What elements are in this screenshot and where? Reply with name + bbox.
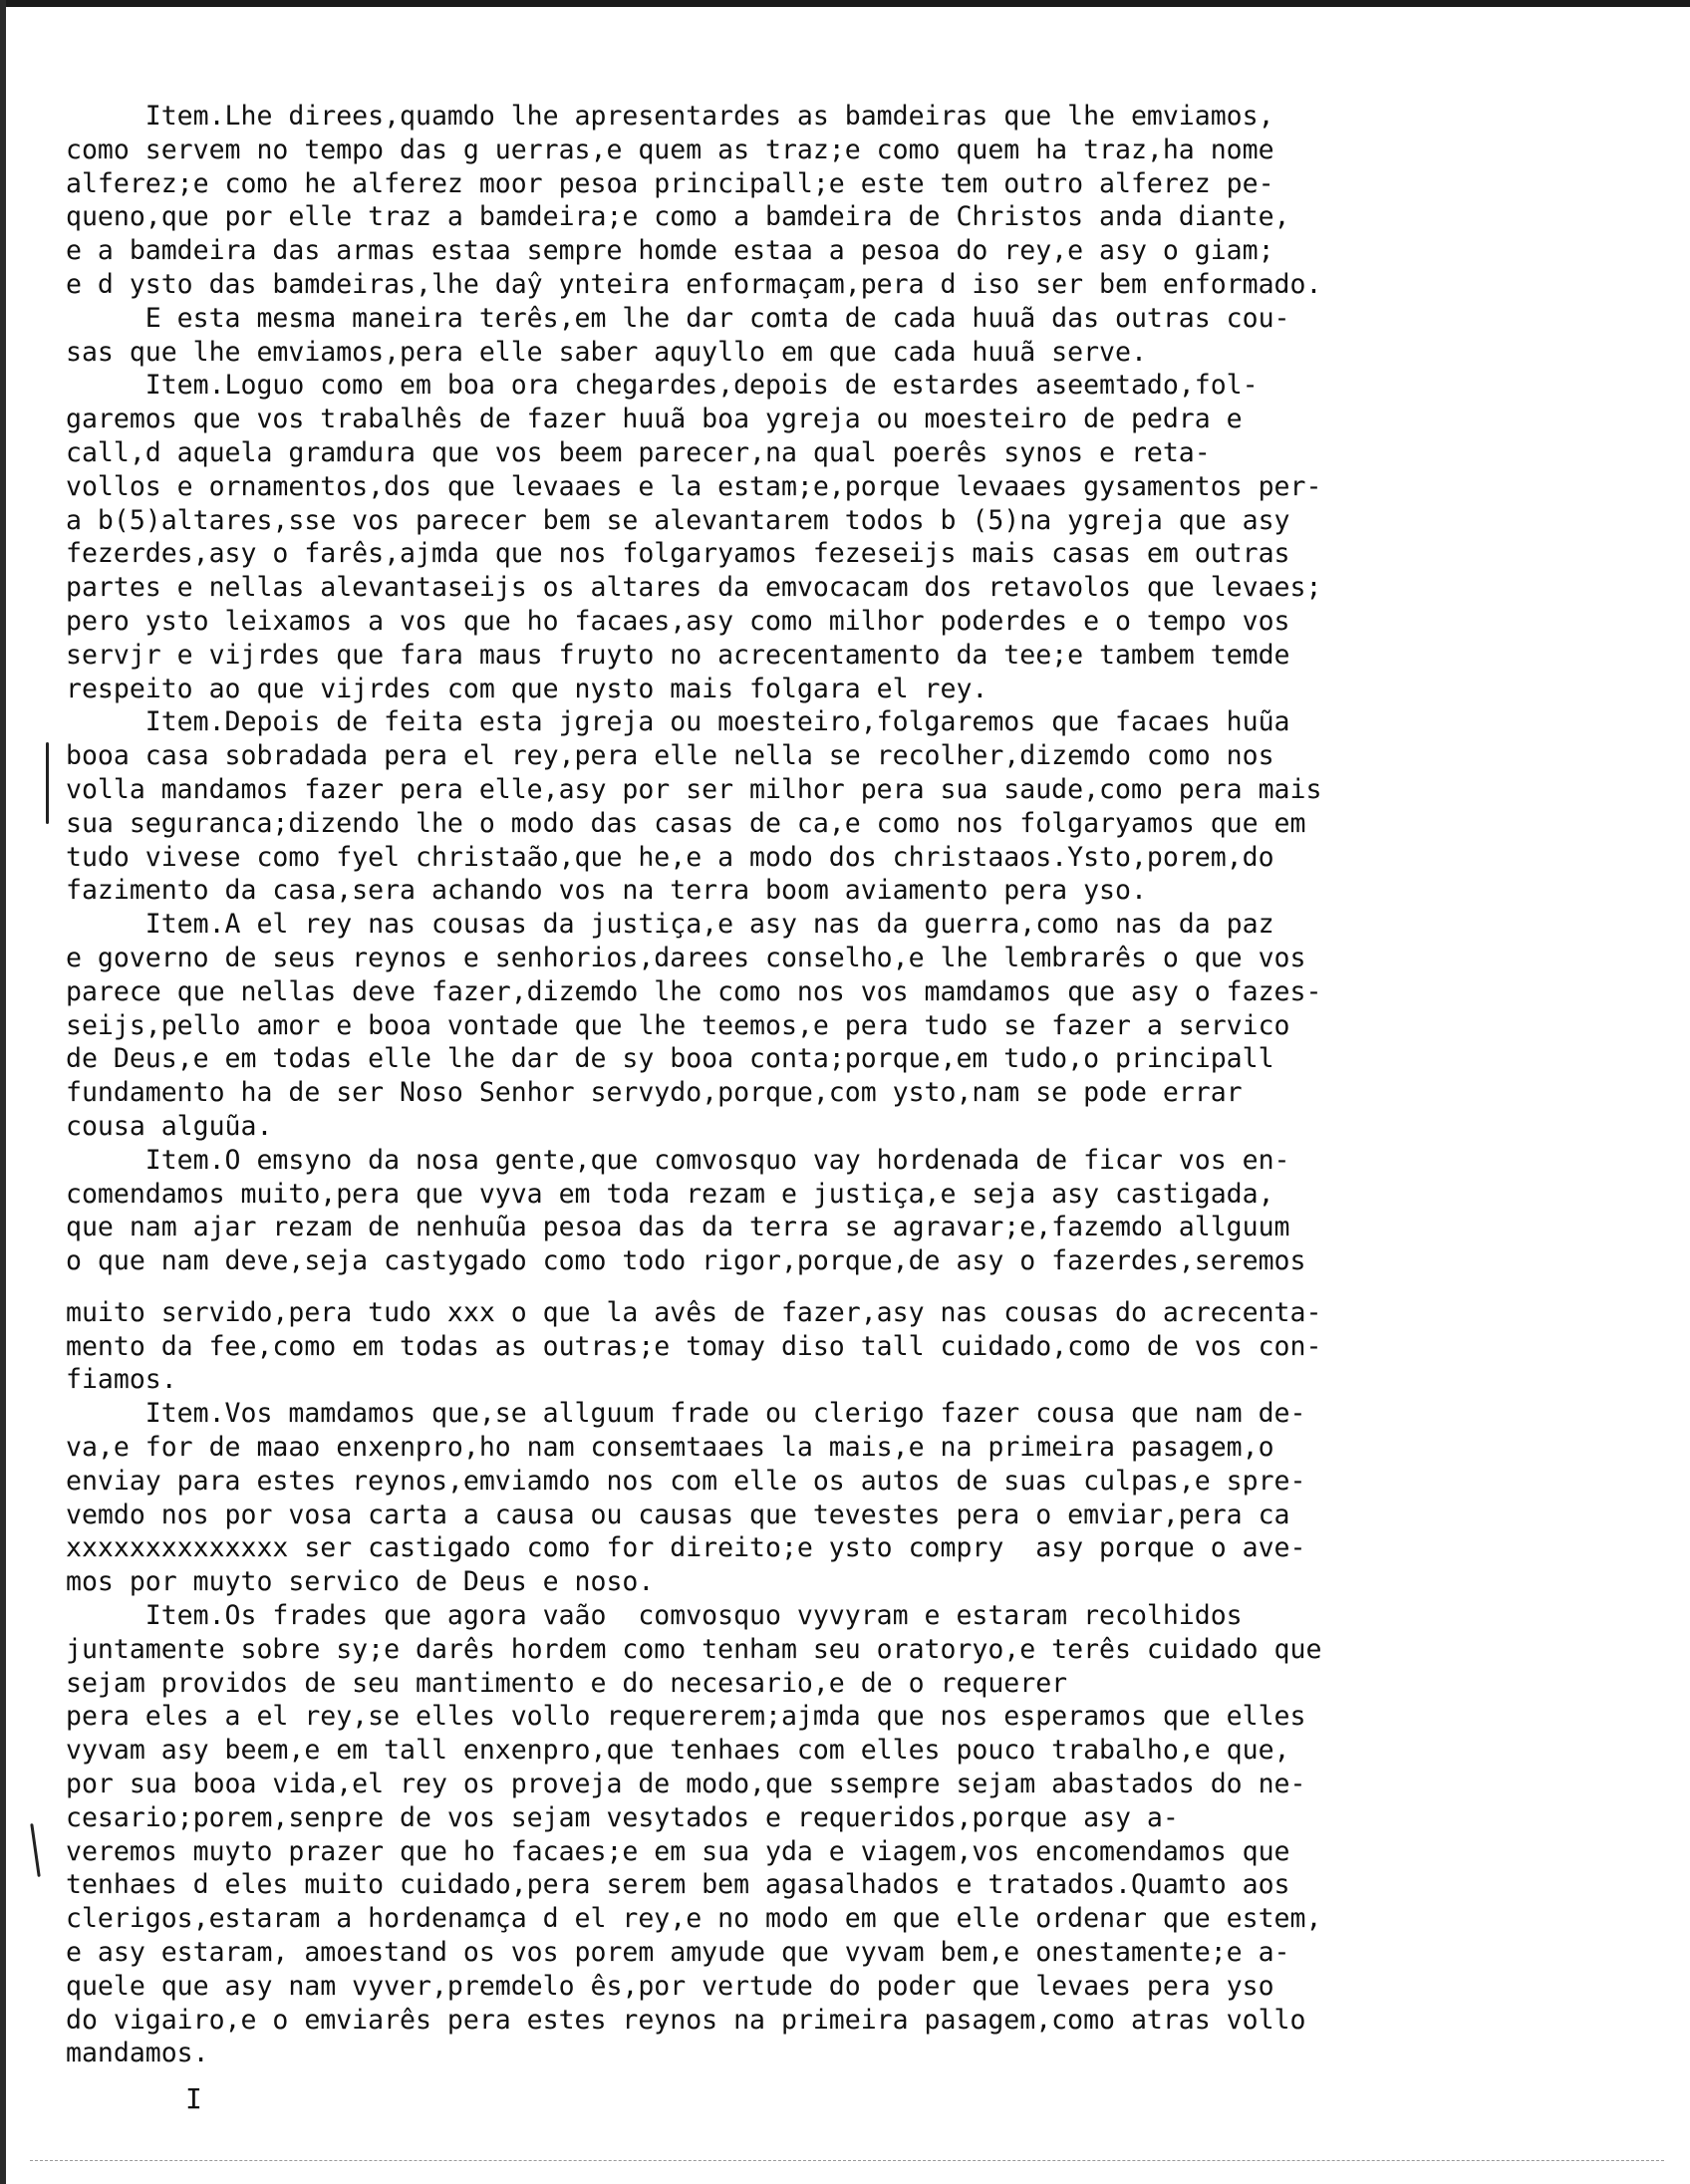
text-line: tudo vivese como fyel christaão,que he,e a modo dos christaaos.Ysto,porem,do <box>66 841 1274 873</box>
text-line: e a bamdeira das armas estaa sempre homde estaa a pesoa do rey,e asy o giam; <box>66 235 1274 267</box>
bottom-rule <box>30 2160 1664 2161</box>
text-line: mento da fee,como em todas as outras;e tomay diso tall cuidado,como de vos con- <box>66 1330 1322 1362</box>
text-line: de Deus,e em todas elle lhe dar de sy booa conta;porque,em tudo,o principall <box>66 1043 1274 1075</box>
text-line: partes e nellas alevantaseijs os altares da emvocacam dos retavolos que levaes; <box>66 572 1322 604</box>
text-line: alferez;e como he alferez moor pesoa principall;e este tem outro alferez pe- <box>66 167 1274 199</box>
text-line: E esta mesma maneira terês,em lhe dar comta de cada huuã das outras cou- <box>66 302 1290 334</box>
text-line: a b(5)altares,sse vos parecer bem se alevantarem todos b (5)na ygreja que asy <box>66 504 1290 536</box>
text-line: queno,que por elle traz a bamdeira;e como a bamdeira de Christos anda diante, <box>66 201 1290 233</box>
text-block-1 <box>66 100 1670 1278</box>
text-line: e d ysto das bamdeiras,lhe daŷ ynteira enformaçam,pera d iso ser bem enformado. <box>66 268 1322 300</box>
text-line: mandamos. <box>66 2038 209 2069</box>
text-line: o que nam deve,seja castygado como todo rigor,porque,de asy o fazerdes,seremos <box>66 1245 1306 1277</box>
text-line: quele que asy nam vyver,premdelo ês,por vertude do poder que levaes pera yso <box>66 1970 1274 2002</box>
text-line: como servem no tempo das g uerras,e quem as traz;e como quem ha traz,ha nome <box>66 134 1274 165</box>
text-line: booa casa sobradada pera el rey,pera elle nella se recolher,dizemdo como nos <box>66 740 1274 772</box>
margin-mark <box>46 742 49 824</box>
text-line: Item.Depois de feita esta jgreja ou moesteiro,folgaremos que facaes huũa <box>66 706 1290 738</box>
text-line: fiamos. <box>66 1364 177 1396</box>
text-line: Item.A el rey nas cousas da justiça,e asy nas da guerra,como nas da paz <box>66 909 1274 941</box>
text-line: sas que lhe emviamos,pera elle saber aquyllo em que cada huuã serve. <box>66 336 1147 368</box>
text-block-2 <box>66 1296 1670 2070</box>
text-line: Item.O emsyno da nosa gente,que comvosquo vay hordenada de ficar vos en- <box>66 1144 1290 1176</box>
text-line: pera eles a el rey,se elles vollo requererem;ajmda que nos esperamos que elles <box>66 1701 1306 1733</box>
text-line: cesario;porem,senpre de vos sejam vesytados e requeridos,porque asy a- <box>66 1801 1179 1833</box>
paragraph-gap <box>66 1278 1670 1296</box>
text-line: sua seguranca;dizendo lhe o modo das casas de ca,e como nos folgaryamos que em <box>66 807 1306 839</box>
text-line: Item.Loguo como em boa ora chegardes,depois de estardes aseemtado,fol- <box>66 370 1259 402</box>
text-line: volla mandamos fazer pera elle,asy por ser milhor pera sua saude,como pera mais <box>66 773 1322 805</box>
text-line: Item.Lhe direes,quamdo lhe apresentardes as bamdeiras que lhe emviamos, <box>66 101 1274 132</box>
text-line: tenhaes d eles muito cuidado,pera serem bem agasalhados e tratados.Quamto aos <box>66 1869 1290 1901</box>
text-line: xxxxxxxxxxxxxx ser castigado como for direito;e ysto compry asy porque o ave- <box>66 1532 1306 1564</box>
text-line: muito servido,pera tudo xxx o que la avês de fazer,asy nas cousas do acrecenta- <box>66 1296 1322 1328</box>
text-line: e governo de seus reynos e senhorios,darees conselho,e lhe lembrarês o que vos <box>66 942 1306 973</box>
text-line: e asy estaram, amoestand os vos porem amyude que vyvam bem,e onestamente;e a- <box>66 1937 1290 1969</box>
text-line: garemos que vos trabalhês de fazer huuã boa ygreja ou moesteiro de pedra e <box>66 404 1243 435</box>
text-line: mos por muyto servico de Deus e noso. <box>66 1566 655 1598</box>
text-line: Item.Os frades que agora vaão comvosquo vyvyram e estaram recolhidos <box>66 1600 1243 1632</box>
text-line: clerigos,estaram a hordenamça d el rey,e no modo em que elle ordenar que estem, <box>66 1903 1322 1935</box>
text-line: enviay para estes reynos,emviamdo nos com elle os autos de suas culpas,e spre- <box>66 1465 1306 1497</box>
margin-mark <box>30 1823 40 1877</box>
text-line: va,e for de maao enxenpro,ho nam consemtaaes la mais,e na primeira pasagem,o <box>66 1432 1274 1464</box>
text-line: juntamente sobre sy;e darês hordem como tenham seu oratoryo,e terês cuidado que <box>66 1633 1322 1665</box>
text-line: vyvam asy beem,e em tall enxenpro,que tenhaes com elles pouco trabalho,e que, <box>66 1735 1290 1767</box>
page-letter: I <box>185 2082 202 2115</box>
text-line: veremos muyto prazer que ho facaes;e em sua yda e viagem,vos encomendamos que <box>66 1835 1290 1867</box>
text-line: do vigairo,e o emviarês pera estes reynos na primeira pasagem,como atras vollo <box>66 2004 1306 2036</box>
text-line: por sua booa vida,el rey os proveja de modo,que ssempre sejam abastados do ne- <box>66 1769 1306 1800</box>
text-line: pero ysto leixamos a vos que ho facaes,asy como milhor poderdes e o tempo vos <box>66 605 1290 637</box>
text-line: sejam providos de seu mantimento e do necesario,e de o requerer <box>66 1667 1068 1699</box>
text-line: vollos e ornamentos,dos que levaaes e la estam;e,porque levaaes gysamentos per- <box>66 470 1322 502</box>
text-line: cousa alguũa. <box>66 1110 273 1142</box>
text-line: fazimento da casa,sera achando vos na terra boom aviamento pera yso. <box>66 875 1147 907</box>
text-line: que nam ajar rezam de nenhuũa pesoa das da terra se agravar;e,fazemdo allguum <box>66 1212 1290 1243</box>
text-line: respeito ao que vijrdes com que nysto mais folgara el rey. <box>66 673 988 704</box>
document-body <box>66 100 1670 2070</box>
text-line: servjr e vijrdes que fara maus fruyto no acrecentamento da tee;e tambem temde <box>66 639 1290 671</box>
text-line: fundamento ha de ser Noso Senhor servydo,porque,com ysto,nam se pode errar <box>66 1077 1243 1109</box>
text-line: Item.Vos mamdamos que,se allguum frade ou clerigo fazer cousa que nam de- <box>66 1398 1306 1430</box>
text-line: call,d aquela gramdura que vos beem parecer,na qual poerês synos e reta- <box>66 436 1211 468</box>
text-line: parece que nellas deve fazer,dizemdo lhe como nos vos mamdamos que asy o fazes- <box>66 975 1322 1007</box>
text-line: seijs,pello amor e booa vontade que lhe teemos,e pera tudo se fazer a servico <box>66 1009 1290 1041</box>
text-line: comendamos muito,pera que vyva em toda rezam e justiça,e seja asy castigada, <box>66 1178 1274 1210</box>
text-line: vemdo nos por vosa carta a causa ou causas que tevestes pera o emviar,pera ca <box>66 1499 1290 1530</box>
text-line: fezerdes,asy o farês,ajmda que nos folgaryamos fezeseijs mais casas em outras <box>66 538 1290 570</box>
